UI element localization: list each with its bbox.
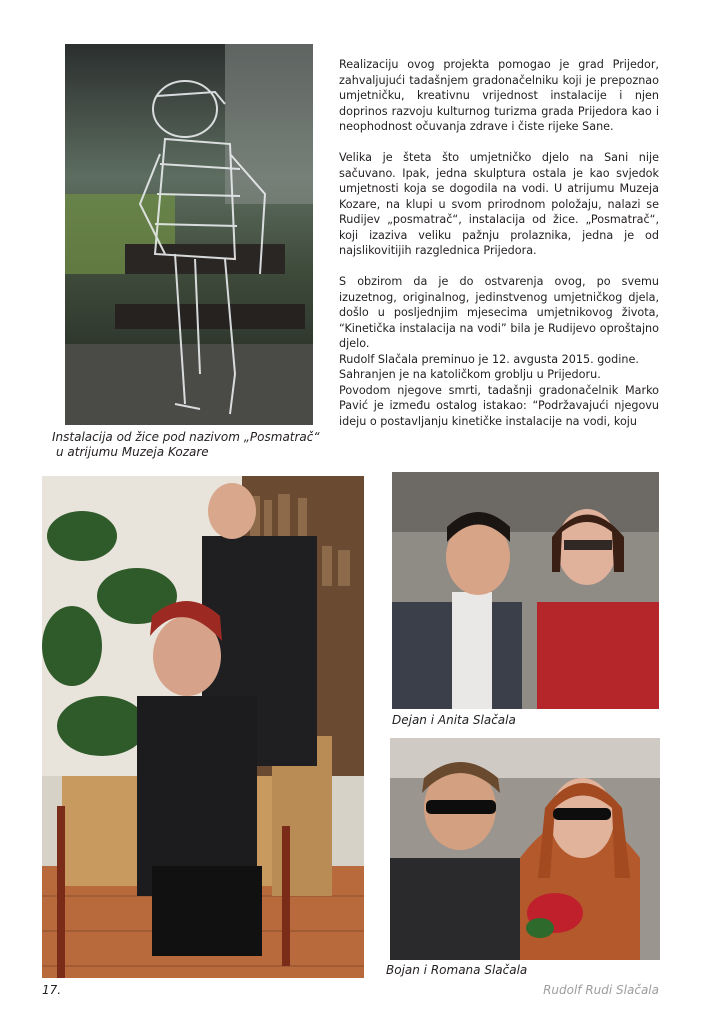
running-title: Rudolf Rudi Slačala bbox=[543, 983, 659, 997]
bojan-romana-caption: Bojan i Romana Slačala bbox=[386, 963, 528, 977]
article-paragraph-6: Povodom njegove smrti, tadašnji gradonačelnik Marko Pavić je između ostalog istakao: “Podržavajući njegovu ideju o postavljanju kinetičke instalacije na vodi, koju bbox=[339, 383, 659, 428]
article-paragraph-5: Sahranjen je na katoličkom groblju u Prijedoru. bbox=[339, 368, 601, 381]
page-number: 17. bbox=[42, 983, 62, 997]
sculpture-caption bbox=[52, 430, 322, 460]
sculpture-caption-line2: u atrijumu Muzeja Kozare bbox=[56, 445, 209, 459]
seated-couple-photo bbox=[42, 476, 364, 978]
dejan-anita-photo bbox=[392, 472, 659, 709]
dejan-anita-caption: Dejan i Anita Slačala bbox=[392, 713, 516, 727]
bojan-romana-photo bbox=[390, 738, 660, 960]
article-text bbox=[339, 57, 659, 429]
article-paragraph-2: Velika je šteta što umjetničko djelo na Sani nije sačuvano. Ipak, jedna skulptura ostala je kao svjedok umjetnosti koja se dogodila na vodi. U atrijumu Muzeja Kozare, na klupi u svom prirodnom položaju, nalazi se Rudijev „posmatrač“, instalacija od žice. „Posmatrač“, koji izaziva veliku pažnju prolaznika, jedna je od najslikovitijih razglednica Prijedora. bbox=[339, 151, 659, 257]
article-paragraph-1: Realizaciju ovog projekta pomogao je grad Prijedor, zahvaljujući tadašnjem gradonačelniku koji je prepoznao umjetničku, kreativnu vrijednost instalacije i njen doprinos razvoju kulturnog turizma grada Prijedora kao i neophodnost očuvanja zdrave i čiste rijeke Sane. bbox=[339, 58, 659, 133]
wire-sculpture-photo bbox=[65, 44, 313, 425]
article-paragraph-3: S obzirom da je do ostvarenja ovog, po svemu izuzetnog, originalnog, jedinstvenog umjetničkog djela, došlo u posljednjim mjesecima umjetnikovog života, “Kinetička instalacija na vodi” bila je Rudijevo oproštajno djelo. bbox=[339, 275, 659, 350]
article-paragraph-4: Rudolf Slačala preminuo je 12. avgusta 2015. godine. bbox=[339, 352, 639, 366]
sculpture-caption-line1: Instalacija od žice pod nazivom „Posmatrač“ bbox=[52, 430, 320, 444]
